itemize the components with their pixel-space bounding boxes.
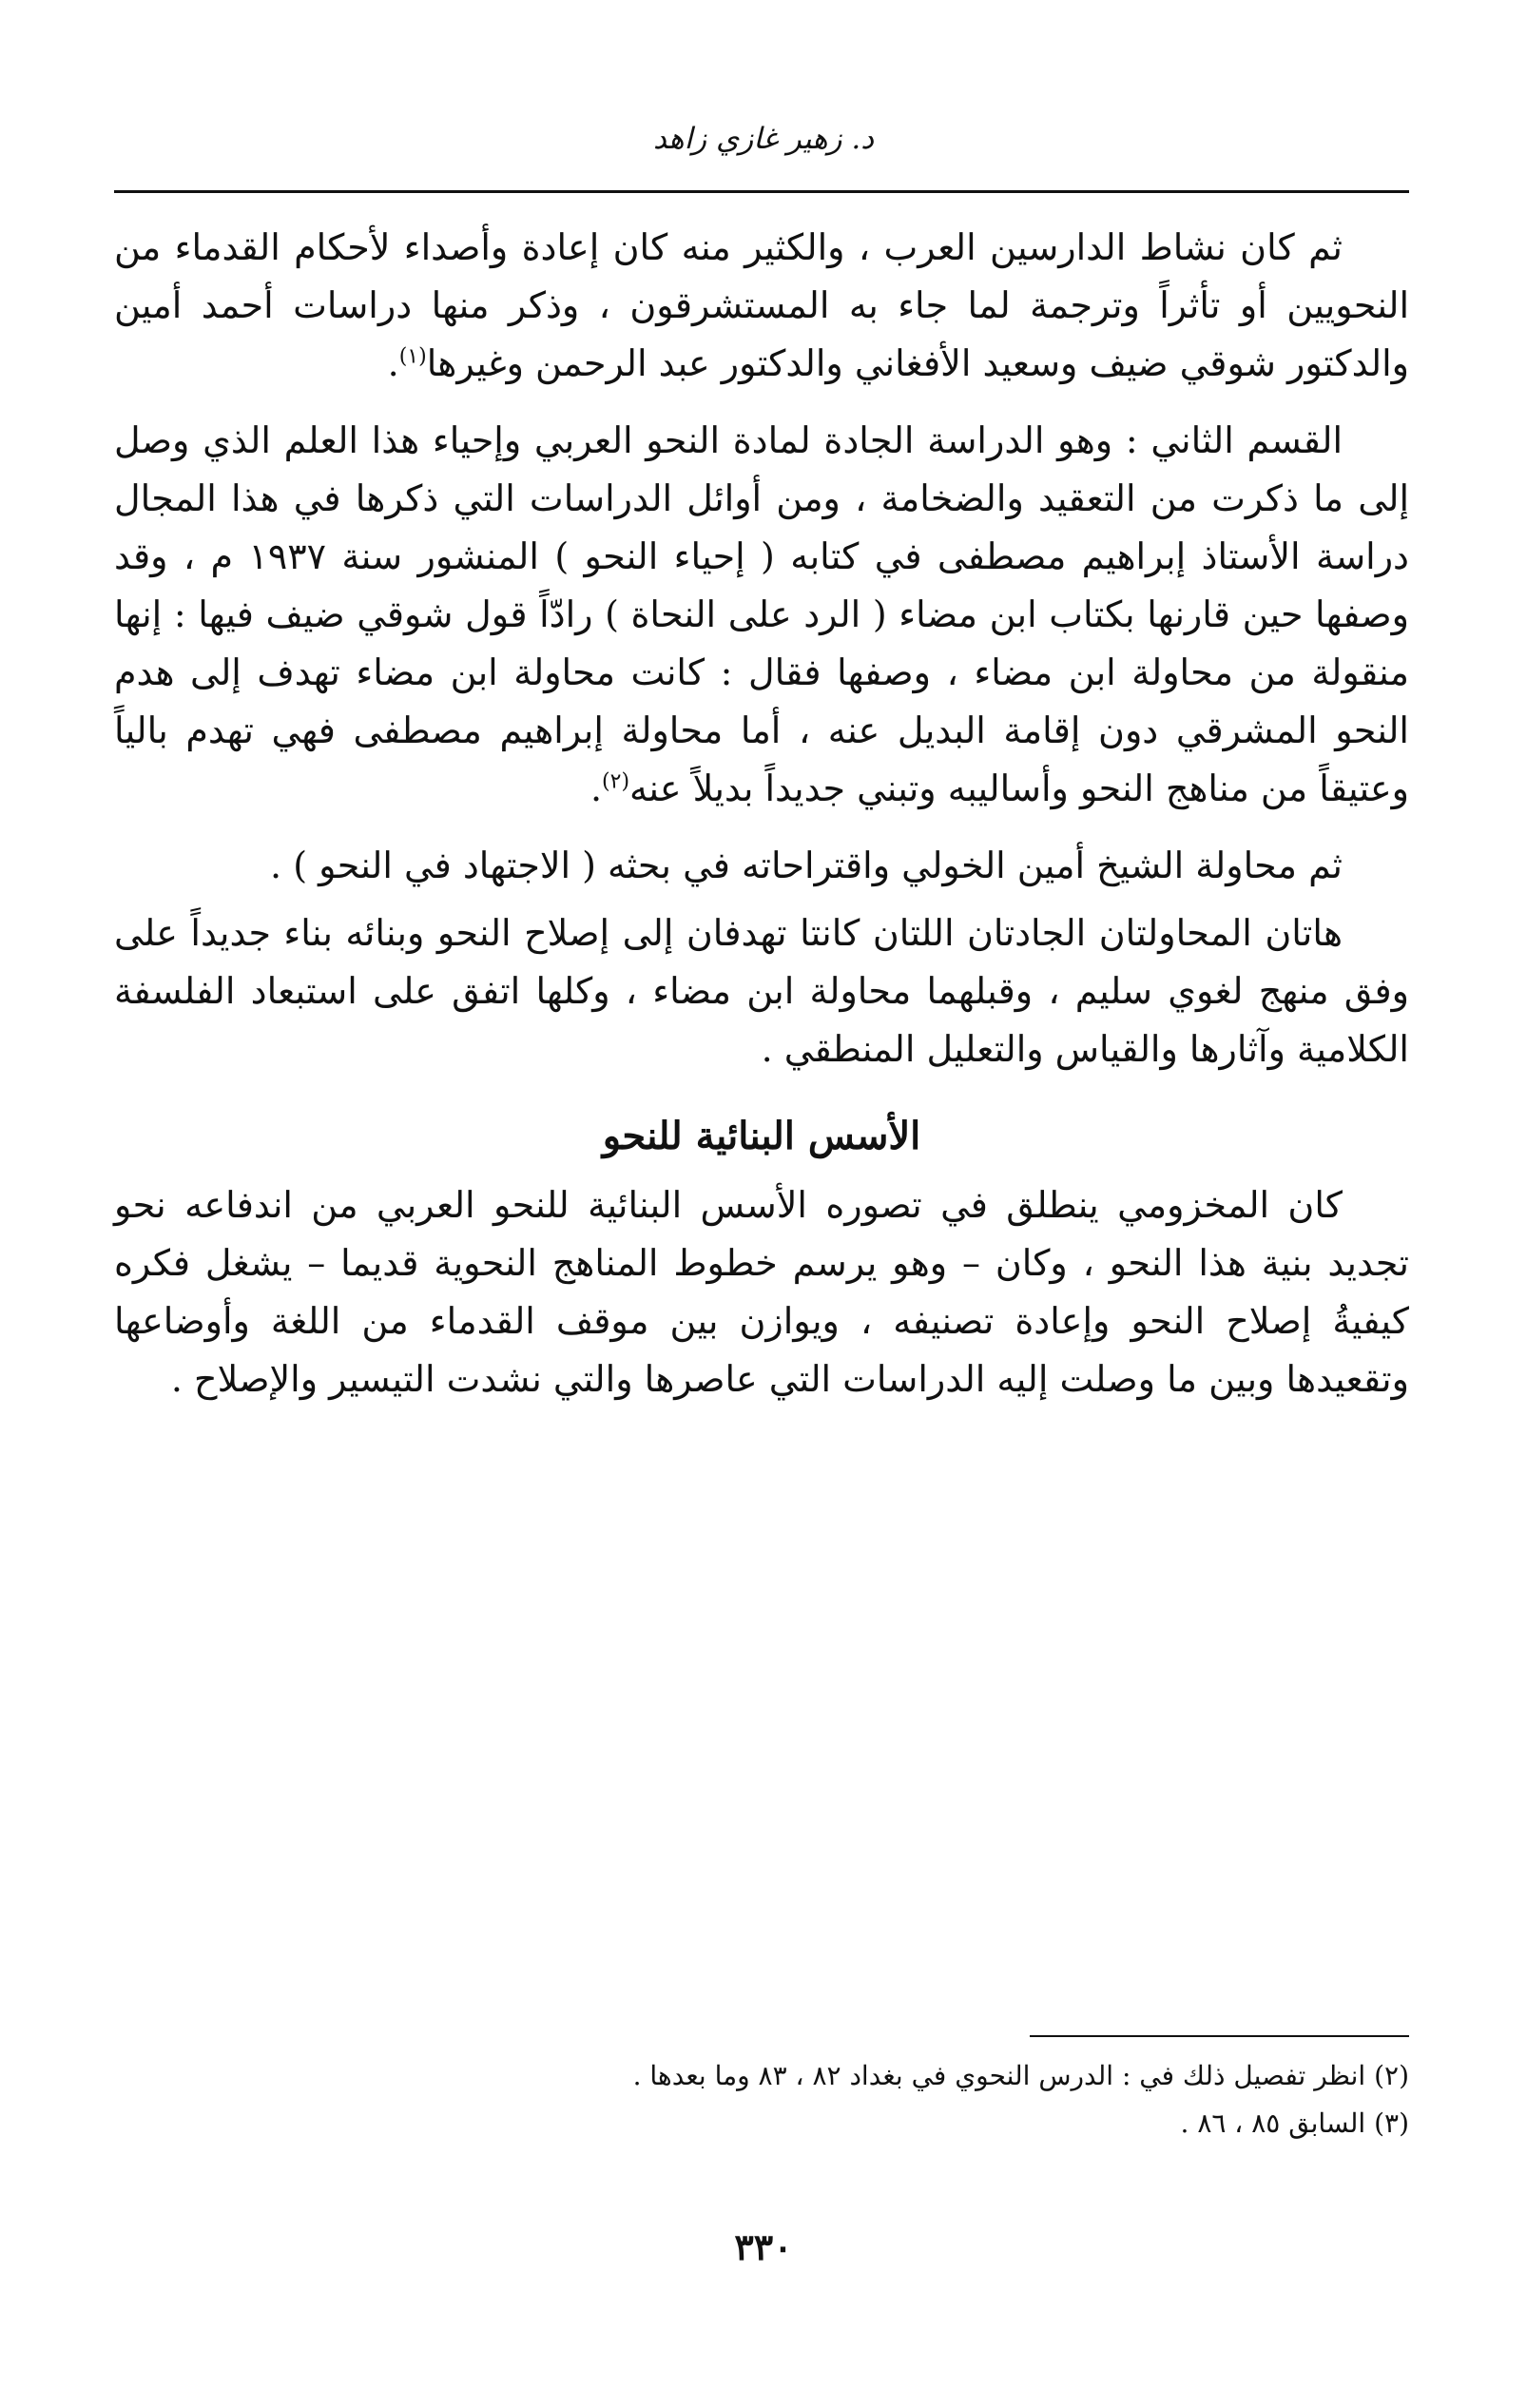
- header-rule: [114, 190, 1409, 193]
- footnote-rule: [1030, 2035, 1409, 2037]
- paragraph-2: [114, 412, 1409, 818]
- paragraph-2-end: .: [590, 767, 603, 809]
- footnote-ref-1: (١): [398, 344, 427, 369]
- body-text: [114, 219, 1409, 1427]
- footnotes: [114, 2052, 1409, 2147]
- paragraph-4: هاتان المحاولتان الجادتان اللتان كانتا تهدفان إلى إصلاح النحو وبنائه بناء جديداً على وفق منهج لغوي سليم ، وقبلهما محاولة ابن مضاء ، وكلها اتفق على استبعاد الفلسفة الكلامية وآثارها والقياس والتعليل المنطقي .: [114, 912, 1409, 1070]
- footnote-3: (٣) السابق ٨٥ ، ٨٦ .: [1180, 2107, 1409, 2139]
- paragraph-3: ثم محاولة الشيخ أمين الخولي واقتراحاته في بحثه ( الاجتهاد في النحو ) .: [270, 845, 1343, 886]
- page-number: ٣٣٠: [734, 2225, 793, 2268]
- paragraph-1-end: .: [387, 342, 399, 384]
- footnote-ref-2: (٢): [602, 769, 630, 794]
- footnote-2: (٢) انظر تفصيل ذلك في : الدرس النحوي في بغداد ٨٢ ، ٨٣ وما بعدها .: [632, 2060, 1409, 2091]
- section-heading: الأسس البنائية للنحو: [602, 1114, 921, 1158]
- paragraph-2-text: القسم الثاني : وهو الدراسة الجادة لمادة النحو العربي وإحياء هذا العلم الذي وصل إلى ما ذكرت من التعقيد والضخامة ، ومن أوائل الدراسات التي ذكرها في هذا المجال دراسة الأستاذ إبراهيم مصطفى في كتابه ( إحياء النحو ) المنشور سنة ١٩٣٧ م ، وقد وصفها حين قارنها بكتاب ابن مضاء ( الرد على النحاة ) رادّاً قول شوقي ضيف فيها : إنها منقولة من محاولة ابن مضاء ، وصفها فقال : كانت محاولة ابن مضاء تهدف إلى هدم النحو المشرقي دون إقامة البديل عنه ، أما محاولة إبراهيم مصطفى فهي تهدم بالياً وعتيقاً من مناهج النحو وأساليبه وتبني جديداً بديلاً عنه: [114, 419, 1409, 809]
- paragraph-1-text: ثم كان نشاط الدارسين العرب ، والكثير منه كان إعادة وأصداء لأحكام القدماء من النحويين أو تأثراً وترجمة لما جاء به المستشرقون ، وذكر منها دراسات أحمد أمين والدكتور شوقي ضيف وسعيد الأفغاني والدكتور عبد الرحمن وغيرها: [114, 226, 1409, 384]
- running-title: د. زهير غازي زاهد: [652, 122, 875, 156]
- paragraph-5: كان المخزومي ينطلق في تصوره الأسس البنائية للنحو العربي من اندفاعه نحو تجديد بنية هذا النحو ، وكان – وهو يرسم خطوط المناهج النحوية قديما – يشغل فكره كيفيةُ إصلاح النحو وإعادة تصنيفه ، ويوازن بين موقف القدماء من اللغة وأوضاعها وتقعيدها وبين ما وصلت إليه الدراسات التي عاصرها والتي نشدت التيسير والإصلاح .: [114, 1184, 1409, 1400]
- paragraph-1: [114, 219, 1409, 393]
